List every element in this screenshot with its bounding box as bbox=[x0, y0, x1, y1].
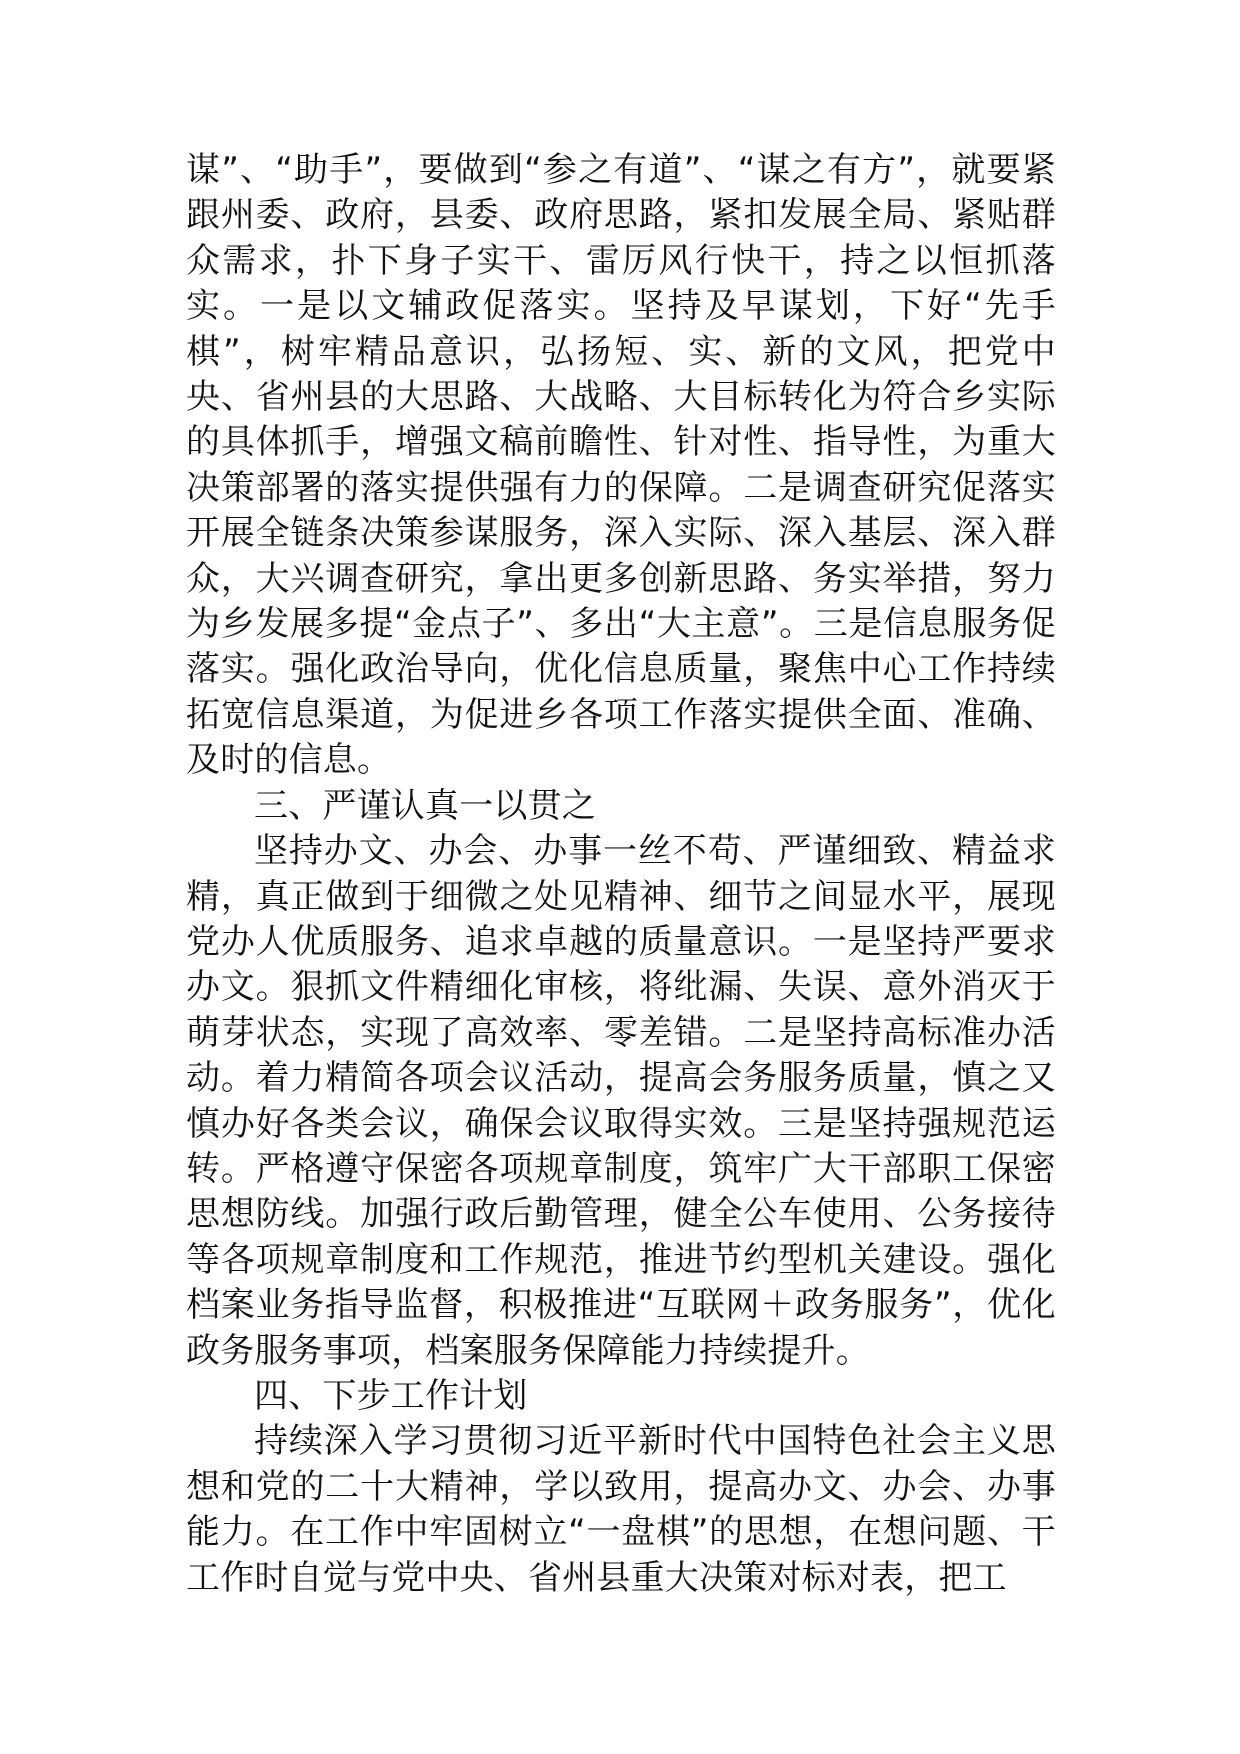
paragraph-continuation: 谋”、“助手”，要做到“参之有道”、“谋之有方”，就要紧跟州委、政府，县委、政府思路，紧扣发展全局、紧贴群众需求，扑下身子实干、雷厉风行快干，持之以恒抓落实。一是以文辅政促落实。坚持及早谋划，下好“先手棋”，树牢精品意识，弘扬短、实、新的文风，把党中央、省州县的大思路、大战略、大目标转化为符合乡实际的具体抓手，增强文稿前瞻性、针对性、指导性，为重大决策部署的落实提供强有力的保障。二是调查研究促落实开展全链条决策参谋服务，深入实际、深入基层、深入群众，大兴调查研究，拿出更多创新思路、务实举措，努力为乡发展多提“金点子”、多出“大主意”。三是信息服务促落实。强化政治导向，优化信息质量，聚焦中心工作持续拓宽信息渠道，为促进乡各项工作落实提供全面、准确、及时的信息。 bbox=[186, 150, 1056, 781]
section-heading-four: 四、下步工作计划 bbox=[254, 1375, 528, 1416]
section-heading-three: 三、严谨认真一以贯之 bbox=[254, 785, 596, 826]
paragraph-section-four: 持续深入学习贯彻习近平新时代中国特色社会主义思想和党的二十大精神，学以致用，提高办文、办会、办事能力。在工作中牢固树立“一盘棋”的思想，在想问题、干工作时自觉与党中央、省州县重大决策对标对表，把工 bbox=[186, 1421, 1056, 1598]
paragraph-section-three: 坚持办文、办会、办事一丝不苟、严谨细致、精益求精，真正做到于细微之处见精神、细节之间显水平，展现党办人优质服务、追求卓越的质量意识。一是坚持严要求办文。狠抓文件精细化审核，将纰漏、失误、意外消灭于萌芽状态，实现了高效率、零差错。二是坚持高标准办活动。着力精简各项会议活动，提高会务服务质量，慎之又慎办好各类会议，确保会议取得实效。三是坚持强规范运转。严格遵守保密各项规章制度，筑牢广大干部职工保密思想防线。加强行政后勤管理，健全公车使用、公务接待等各项规章制度和工作规范，推进节约型机关建设。强化档案业务指导监督，积极推进“互联网＋政务服务”，优化政务服务事项，档案服务保障能力持续提升。 bbox=[186, 831, 1056, 1371]
document-page bbox=[186, 148, 1056, 1601]
